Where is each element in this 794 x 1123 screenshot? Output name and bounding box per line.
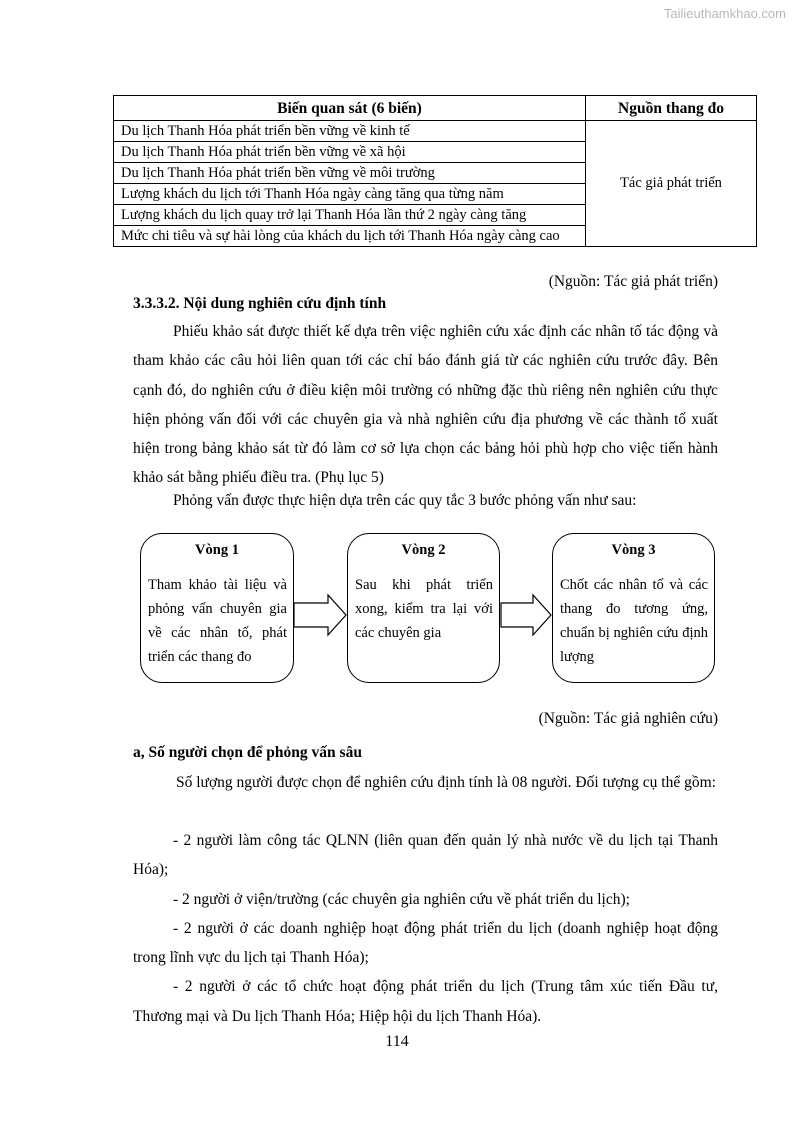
round-1-box [140, 533, 294, 683]
round-2-box [347, 533, 500, 683]
variable-cell: Du lịch Thanh Hóa phát triển bền vững về kinh tế [114, 121, 586, 142]
arrow-right-icon [292, 593, 350, 637]
round-1-text: Tham khảo tài liệu và phỏng vấn chuyên gia về các nhân tố, phát triển các thang đo [148, 577, 287, 665]
round-3-box [552, 533, 715, 683]
list-item: - 2 người ở các tổ chức hoạt động phát triển du lịch (Trung tâm xúc tiến Đầu tư, Thương mại và Du lịch Thanh Hóa; Hiệp hội du lịch Thanh Hóa). [133, 978, 718, 1025]
table-header-row [114, 96, 757, 121]
observed-variables-table [113, 95, 757, 247]
header-source: Nguồn thang đo [586, 96, 757, 121]
table-source-caption: (Nguồn: Tác giả phát triển) [548, 273, 718, 290]
participant-list [133, 826, 718, 1031]
variable-cell: Lượng khách du lịch tới Thanh Hóa ngày càng tăng qua từng năm [114, 184, 586, 205]
subsection-title: a, Số người chọn để phỏng vấn sâu [133, 744, 362, 761]
diagram-source-caption: (Nguồn: Tác giả nghiên cứu) [538, 710, 718, 727]
section-title: 3.3.3.2. Nội dung nghiên cứu định tính [133, 295, 387, 312]
round-3-text: Chốt các nhân tố và các thang đo tương ứng, chuẩn bị nghiên cứu định lượng [560, 577, 708, 665]
variable-cell: Du lịch Thanh Hóa phát triển bền vững về xã hội [114, 142, 586, 163]
round-1-title: Vòng 1 [195, 542, 239, 558]
watermark: Tailieuthamkhao.com [663, 6, 786, 21]
variable-cell: Mức chi tiêu và sự hài lòng của khách du lịch tới Thanh Hóa ngày càng cao [114, 226, 586, 247]
list-item: - 2 người ở viện/trường (các chuyên gia nghiên cứu về phát triển du lịch); [173, 890, 630, 908]
table-row [114, 121, 757, 142]
source-cell: Tác giả phát triển [586, 121, 757, 247]
list-item: - 2 người làm công tác QLNN (liên quan đến quản lý nhà nước về du lịch tại Thanh Hóa); [133, 832, 718, 879]
round-2-title: Vòng 2 [401, 542, 446, 558]
round-3-title: Vòng 3 [611, 542, 656, 558]
arrow-right-icon [499, 593, 555, 637]
page-number: 114 [385, 1033, 409, 1050]
paragraph-interview-rule: Phỏng vấn được thực hiện dựa trên các quy tắc 3 bước phỏng vấn như sau: [173, 492, 637, 509]
paragraph-participants: Số lượng người được chọn để nghiên cứu định tính là 08 người. Đối tượng cụ thể gồm: [176, 774, 716, 791]
paragraph-intro: Phiếu khảo sát được thiết kế dựa trên việc nghiên cứu xác định các nhân tố tác động và tham khảo các câu hỏi liên quan tới các chỉ báo đánh giá từ các nghiên cứu trước đây. Bên cạnh đó, do nghiên cứu ở điều kiện môi trường có những đặc thù riêng nên nghiên cứu thực hiện phỏng vấn đối với các chuyên gia và nhà nghiên cứu địa phương về các thành tố xuất hiện trong bảng khảo sát từ đó làm cơ sở lựa chọn các bảng hỏi phù hợp cho việc tiến hành khảo sát bằng phiếu điều tra. (Phụ lục 5) [133, 323, 718, 487]
round-2-text: Sau khi phát triển xong, kiểm tra lại với các chuyên gia [355, 577, 493, 641]
header-variables: Biến quan sát (6 biến) [114, 96, 586, 121]
variable-cell: Du lịch Thanh Hóa phát triển bền vững về môi trường [114, 163, 586, 184]
list-item: - 2 người ở các doanh nghiệp hoạt động phát triển du lịch (doanh nghiệp hoạt động trong lĩnh vực du lịch tại Thanh Hóa); [133, 919, 718, 967]
variable-cell: Lượng khách du lịch quay trở lại Thanh Hóa lần thứ 2 ngày càng tăng [114, 205, 586, 226]
